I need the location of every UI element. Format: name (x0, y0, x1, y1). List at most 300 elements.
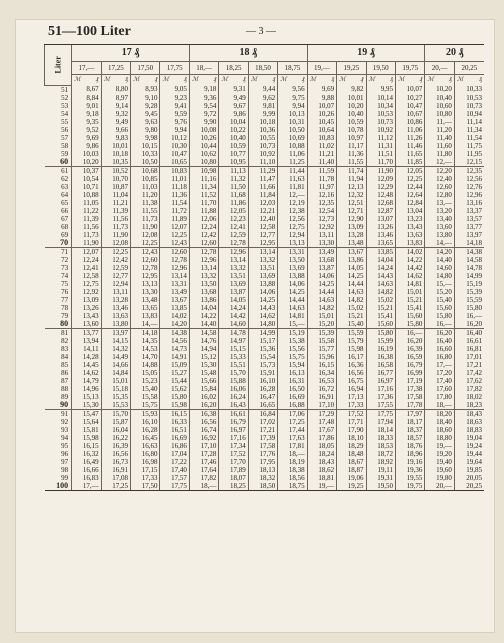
price-cell: 9,44 (248, 85, 277, 94)
liter-column-header: Liter (45, 45, 72, 86)
price-cell: 11,55 (131, 207, 160, 215)
price-cell: 12,06 (189, 215, 218, 223)
price-cell: 12,38 (278, 207, 307, 215)
price-cell: 12,29 (366, 183, 395, 191)
table-row (45, 85, 485, 94)
price-column-header: 20,— (425, 62, 454, 75)
price-cell: 12,80 (425, 191, 454, 199)
price-cell: 15,01 (307, 312, 336, 320)
unit-mark: ℳ (309, 77, 317, 83)
price-cell: 11,38 (131, 199, 160, 207)
liter-cell: 73 (61, 263, 69, 272)
price-cell: 14,45 (72, 361, 101, 369)
price-cell: 19,20 (425, 450, 454, 458)
price-cell: 10,83 (160, 166, 189, 175)
price-cell: 15,93 (131, 409, 160, 418)
price-cell: 15,02 (366, 296, 395, 304)
table-row (45, 126, 485, 134)
price-cell: 16,84 (248, 409, 277, 418)
price-cell: 14,78 (454, 264, 484, 272)
price-cell: 13,07 (366, 215, 395, 223)
liter-cell: 75 (61, 279, 69, 288)
price-cell: 9,98 (131, 134, 160, 142)
price-cell: 13,88 (248, 280, 277, 288)
price-cell: 10,47 (395, 102, 424, 110)
price-cell: 13,63 (395, 231, 424, 239)
table-row (45, 458, 485, 466)
price-cell: 11,06 (278, 150, 307, 158)
price-cell: 10,88 (278, 142, 307, 150)
price-cell: 14,79 (72, 377, 101, 385)
price-cell: 15,30 (189, 361, 218, 369)
price-cell: 11,86 (219, 199, 248, 207)
table-row (45, 466, 485, 474)
price-cell: 18,40 (425, 418, 454, 426)
price-cell: 11,66 (248, 183, 277, 191)
price-cell: 18,76 (395, 442, 424, 450)
unit-pfennig: ₰ (183, 77, 187, 83)
price-cell: 13,13 (278, 239, 307, 248)
price-cell: 9,52 (72, 126, 101, 134)
price-cell: 16,33 (160, 418, 189, 426)
price-cell: 12,32 (337, 191, 366, 199)
table-row (45, 361, 485, 369)
price-cell: 14,22 (189, 312, 218, 320)
price-cell: 10,40 (219, 134, 248, 142)
liter-cell: 92 (61, 417, 69, 426)
price-cell: 17,13 (337, 393, 366, 401)
price-cell: 13,09 (72, 296, 101, 304)
price-cell: 16,31 (278, 377, 307, 385)
price-cell: 17,82 (189, 474, 218, 482)
price-cell: 11,81 (278, 183, 307, 191)
liter-cell: 59 (61, 149, 69, 158)
price-cell: 14,06 (278, 280, 307, 288)
price-cell: 18,53 (366, 442, 395, 450)
price-cell: 14,05 (337, 264, 366, 272)
price-cell: 19,75 (395, 482, 424, 491)
price-cell: 17,58 (248, 442, 277, 450)
price-cell: 14,02 (160, 312, 189, 320)
price-cell: 13,30 (131, 288, 160, 296)
table-row (45, 320, 485, 329)
price-cell: 18,14 (366, 426, 395, 434)
price-cell: 16,17 (337, 353, 366, 361)
price-cell: 14,20 (160, 320, 189, 329)
price-cell: 13,31 (278, 247, 307, 256)
unit-mark: ℳ (133, 77, 140, 83)
price-cell: 16,20 (425, 328, 454, 337)
price-cell: 15,01 (101, 377, 130, 385)
liter-cell: 98 (61, 465, 69, 474)
price-cell: 11,52 (189, 191, 218, 199)
price-cell: 16,10 (248, 377, 277, 385)
price-cell: 11,20 (131, 191, 160, 199)
price-cell: 10,07 (307, 102, 336, 110)
price-cell: 10,14 (366, 94, 395, 102)
price-cell: 15,84 (189, 385, 218, 393)
price-cell: 11,68 (219, 191, 248, 199)
price-cell: 16,20 (189, 401, 218, 410)
price-cell: 14,62 (248, 312, 277, 320)
liter-cell: 79 (61, 311, 69, 320)
price-cell: 13,77 (454, 223, 484, 231)
price-cell: 12,25 (101, 247, 130, 256)
price-cell: 11,70 (366, 158, 395, 167)
price-cell: 15,21 (395, 296, 424, 304)
price-cell: 15,73 (248, 361, 277, 369)
table-row (45, 426, 485, 434)
price-cell: 13,48 (337, 239, 366, 248)
price-cell: 15,96 (307, 353, 336, 361)
price-group-header: 19 ₰ (307, 45, 425, 62)
price-cell: 11,73 (101, 223, 130, 231)
price-cell: 17,29 (307, 409, 336, 418)
table-row (45, 353, 485, 361)
price-cell: 10,69 (278, 134, 307, 142)
price-cell: 13,16 (454, 199, 484, 207)
price-cell: 10,73 (366, 118, 395, 126)
price-cell: 16,79 (219, 418, 248, 426)
price-cell: 18,81 (307, 474, 336, 482)
price-cell: 15,51 (219, 361, 248, 369)
price-cell: 13,14 (189, 264, 218, 272)
unit-mark: ℳ (427, 77, 434, 83)
price-cell: 14,80 (248, 320, 277, 329)
price-cell: 16,40 (454, 328, 484, 337)
price-cell: 15,33 (219, 353, 248, 361)
price-cell: 9,80 (131, 126, 160, 134)
price-cell: 15,— (425, 280, 454, 288)
unit-mark: ℳ (191, 77, 199, 83)
price-cell: 13,49 (160, 288, 189, 296)
price-cell: 9,67 (219, 102, 248, 110)
price-cell: 16,04 (101, 426, 130, 434)
price-cell: 14,22 (395, 256, 424, 264)
price-cell: 18,— (189, 482, 218, 491)
price-cell: 19,31 (366, 474, 395, 482)
price-cell: 17,40 (425, 377, 454, 385)
price-cell: 11,44 (278, 166, 307, 175)
price-cell: 9,59 (160, 110, 189, 118)
price-cell: 9,95 (366, 85, 395, 94)
price-cell: 12,42 (101, 256, 130, 264)
price-cell: 17,02 (248, 418, 277, 426)
price-cell: 10,59 (337, 118, 366, 126)
unit-mark: ℳ (397, 77, 405, 83)
price-cell: 17,46 (189, 458, 218, 466)
price-cell: 12,68 (366, 199, 395, 207)
price-cell: 11,— (425, 118, 454, 126)
price-cell: 15,80 (160, 393, 189, 401)
price-cell: 10,18 (101, 150, 130, 158)
price-cell: 14,25 (248, 296, 277, 304)
price-cell: 12,40 (248, 215, 277, 223)
price-cell: 15,47 (72, 409, 101, 418)
price-cell: 8,93 (131, 85, 160, 94)
price-cell: 9,56 (278, 85, 307, 94)
price-cell: 11,04 (101, 191, 130, 199)
unit-mark: ℳ (456, 77, 464, 83)
liter-cell: 93 (61, 425, 69, 434)
price-cell: 19,04 (454, 434, 484, 442)
price-cell: 11,84 (248, 191, 277, 199)
price-cell: 10,64 (307, 126, 336, 134)
price-cell: 13,60 (425, 223, 454, 231)
price-cell: 12,96 (189, 256, 218, 264)
liter-cell: 91 (61, 409, 69, 418)
price-cell: 10,60 (425, 102, 454, 110)
price-cell: 12,58 (248, 223, 277, 231)
table-row (45, 272, 485, 280)
price-cell: 17,64 (189, 466, 218, 474)
price-cell: 15,80 (366, 328, 395, 337)
table-row (45, 401, 485, 410)
price-cell: 18,87 (337, 466, 366, 474)
price-cell: 15,41 (395, 304, 424, 312)
price-cell: 16,40 (425, 337, 454, 345)
price-cell: 12,60 (131, 256, 160, 264)
price-cell: 10,65 (160, 158, 189, 167)
price-cell: 11,36 (160, 191, 189, 199)
price-cell: 10,40 (337, 110, 366, 118)
price-cell: 10,33 (131, 150, 160, 158)
price-cell: 16,56 (101, 450, 130, 458)
price-cell: 16,39 (395, 345, 424, 353)
liter-cell: 89 (61, 392, 69, 401)
liter-cell: 57 (61, 133, 69, 142)
price-cell: 11,40 (425, 134, 454, 142)
table-row (45, 223, 485, 231)
price-cell: 16,15 (307, 361, 336, 369)
price-cell: 10,45 (307, 118, 336, 126)
price-cell: 11,89 (160, 215, 189, 223)
price-cell: 11,46 (395, 142, 424, 150)
table-row (45, 288, 485, 296)
price-cell: 16,98 (131, 458, 160, 466)
price-cell: 10,54 (72, 175, 101, 183)
price-cell: 15,56 (278, 345, 307, 353)
price-cell: 14,81 (395, 280, 424, 288)
unit-mark: ℳ (103, 77, 111, 83)
price-cell: 10,73 (454, 102, 484, 110)
price-cell: 12,84 (395, 199, 424, 207)
price-cell: 10,20 (425, 85, 454, 94)
price-cell: 20,25 (454, 482, 484, 491)
price-cell: 15,75 (278, 353, 307, 361)
price-cell: 11,56 (72, 223, 101, 231)
unit-pfennig: ₰ (448, 77, 452, 83)
price-cell: 10,92 (248, 150, 277, 158)
price-cell: 16,20 (454, 320, 484, 329)
price-group-header: 17 ₰ (72, 45, 190, 62)
liter-cell: 81 (61, 328, 69, 337)
price-cell: 16,92 (189, 434, 218, 442)
price-cell: 18,80 (425, 434, 454, 442)
price-cell: 11,70 (189, 199, 218, 207)
price-cell: 15,12 (189, 353, 218, 361)
price-cell: 17,28 (189, 450, 218, 458)
price-cell: 16,58 (366, 361, 395, 369)
table-row (45, 442, 485, 450)
unit-label (72, 75, 101, 86)
price-cell: 11,59 (307, 166, 336, 175)
liter-cell: 77 (61, 295, 69, 304)
price-cell: 17,25 (101, 482, 130, 491)
price-cell: 17,01 (454, 353, 484, 361)
price-cell: 14,18 (454, 239, 484, 248)
price-cell: 15,60 (425, 304, 454, 312)
price-table (44, 44, 484, 491)
price-cell: 11,12 (366, 134, 395, 142)
price-cell: 13,46 (101, 304, 130, 312)
price-cell: 10,97 (337, 134, 366, 142)
price-cell: 18,33 (366, 434, 395, 442)
price-cell: 9,23 (160, 94, 189, 102)
price-cell: 15,54 (248, 353, 277, 361)
price-cell: 14,24 (219, 304, 248, 312)
price-cell: 17,89 (219, 466, 248, 474)
price-cell: 12,54 (307, 207, 336, 215)
price-cell: 13,09 (337, 223, 366, 231)
price-cell: 14,42 (395, 264, 424, 272)
unit-mark: ℳ (368, 77, 375, 83)
price-cell: 13,85 (160, 304, 189, 312)
price-cell: 16,— (395, 328, 424, 337)
price-column-header: 18,25 (219, 62, 248, 75)
price-cell: 12,58 (72, 272, 101, 280)
price-cell: 17,22 (160, 458, 189, 466)
price-cell: 16,81 (454, 345, 484, 353)
liter-cell: 99 (61, 473, 69, 482)
price-cell: 11,56 (101, 215, 130, 223)
price-cell: 13,40 (425, 215, 454, 223)
table-row (45, 337, 485, 345)
price-cell: 10,13 (278, 110, 307, 118)
price-cell: 12,87 (366, 207, 395, 215)
table-row (45, 247, 485, 256)
unit-label (160, 75, 189, 86)
price-cell: 10,78 (337, 126, 366, 134)
liter-cell: 72 (61, 255, 69, 264)
price-cell: 13,32 (189, 272, 218, 280)
liter-cell: 54 (61, 109, 69, 118)
price-cell: 16,28 (248, 385, 277, 393)
price-cell: 12,60 (189, 239, 218, 248)
page-header (16, 20, 494, 42)
unit-label (454, 75, 484, 86)
price-cell: 16,97 (219, 426, 248, 434)
price-cell: 11,85 (395, 158, 424, 167)
price-cell: 16,94 (337, 385, 366, 393)
price-cell: 17,62 (454, 377, 484, 385)
price-cell: 11,34 (189, 183, 218, 191)
price-cell: 15,21 (366, 304, 395, 312)
price-cell: 17,78 (395, 401, 424, 410)
price-cell: 15,36 (248, 345, 277, 353)
unit-label (366, 75, 395, 86)
price-cell: 13,26 (72, 304, 101, 312)
price-cell: 12,64 (395, 191, 424, 199)
price-cell: 8,84 (72, 94, 101, 102)
price-cell: 20,05 (454, 474, 484, 482)
price-cell: 11,65 (395, 150, 424, 158)
price-cell: 14,63 (278, 304, 307, 312)
price-cell: 11,94 (337, 175, 366, 183)
price-cell: 10,07 (395, 85, 424, 94)
price-cell: 13,48 (131, 296, 160, 304)
price-cell: 12,16 (307, 191, 336, 199)
price-cell: 10,88 (72, 191, 101, 199)
price-cell: 11,72 (160, 207, 189, 215)
price-cell: 15,70 (101, 409, 130, 418)
table-row (45, 118, 485, 126)
price-column-header: 20,25 (454, 62, 484, 75)
price-cell: 15,01 (395, 288, 424, 296)
price-cell: 16,80 (425, 353, 454, 361)
unit-pfennig: ₰ (125, 77, 129, 83)
price-cell: 18,38 (278, 466, 307, 474)
price-cell: 16,15 (72, 442, 101, 450)
price-cell: 9,69 (307, 85, 336, 94)
price-cell: 11,75 (454, 142, 484, 150)
price-cell: 16,13 (278, 369, 307, 377)
price-cell: 15,79 (337, 337, 366, 345)
price-cell: 14,97 (219, 337, 248, 345)
price-cell: 10,03 (72, 150, 101, 158)
price-cell: 12,75 (278, 223, 307, 231)
table-row (45, 393, 485, 401)
price-cell: 10,18 (248, 118, 277, 126)
price-cell: 15,60 (366, 320, 395, 329)
price-cell: 14,76 (189, 337, 218, 345)
price-cell: 17,86 (307, 434, 336, 442)
price-cell: 17,34 (219, 442, 248, 450)
unit-pfennig: ₰ (419, 77, 423, 83)
price-cell: 17,— (425, 361, 454, 369)
unit-pfennig: ₰ (389, 77, 393, 83)
price-cell: 10,53 (454, 94, 484, 102)
price-cell: 13,97 (101, 328, 130, 337)
price-cell: 10,47 (160, 150, 189, 158)
price-cell: 12,92 (72, 288, 101, 296)
price-column-header: 18,75 (278, 62, 307, 75)
price-cell: 17,21 (454, 361, 484, 369)
price-cell: 15,80 (425, 312, 454, 320)
price-cell: 15,80 (454, 304, 484, 312)
liter-cell: 82 (61, 336, 69, 345)
price-cell: 17,25 (278, 418, 307, 426)
table-row (45, 142, 485, 150)
price-cell: 17,19 (395, 377, 424, 385)
price-cell: 12,43 (131, 247, 160, 256)
price-cell: 16,61 (219, 409, 248, 418)
price-cell: 11,10 (248, 158, 277, 167)
price-cell: 12,— (278, 191, 307, 199)
price-cell: 12,90 (337, 215, 366, 223)
price-cell: 9,05 (160, 85, 189, 94)
price-cell: 9,41 (160, 102, 189, 110)
price-cell: 16,88 (278, 401, 307, 410)
price-cell: 13,83 (395, 239, 424, 248)
price-cell: 12,07 (72, 247, 101, 256)
price-cell: 14,40 (425, 256, 454, 264)
price-cell: 18,57 (395, 434, 424, 442)
price-cell: 10,83 (307, 134, 336, 142)
price-cell: 9,90 (189, 118, 218, 126)
price-cell: 20,— (425, 482, 454, 491)
price-cell: 16,34 (307, 369, 336, 377)
